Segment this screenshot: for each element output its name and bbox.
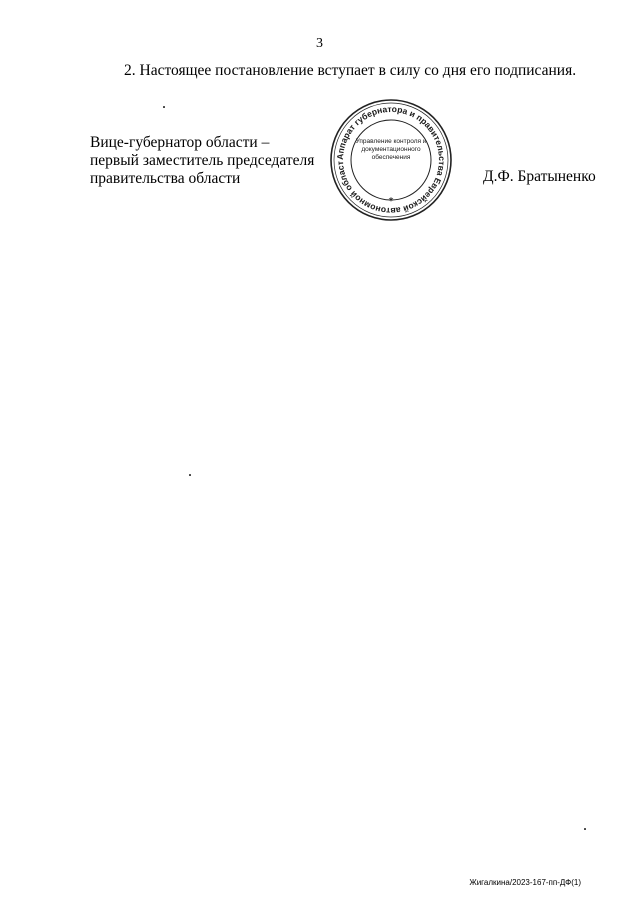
decree-paragraph: 2. Настоящее постановление вступает в силу со дня его подписания. [124, 62, 577, 79]
position-line-3: правительства области [90, 170, 241, 187]
seal-outer-text: Аппарат губернатора и правительства Еврейской автономной област [334, 103, 448, 217]
signer-name: Д.Ф. Братыненко [483, 168, 596, 185]
scan-speck [584, 828, 586, 830]
seal-inner-line-1: Управление контроля и [355, 138, 427, 145]
position-line-2: первый заместитель председателя [90, 152, 315, 169]
seal-inner-line-2: документационного [361, 146, 421, 153]
scan-speck [163, 106, 165, 108]
position-line-1: Вице-губернатор области – [90, 134, 270, 151]
seal-inner-line-3: обеспечения [371, 154, 411, 161]
scan-speck [189, 474, 191, 476]
seal-inner-text [350, 138, 432, 162]
document-footer-code: Жигалкина/2023-167-пп-ДФ(1) [469, 878, 581, 887]
page-number: 3 [316, 36, 323, 51]
official-seal [329, 98, 453, 222]
signatory-position [90, 134, 314, 188]
seal-star-icon: * [388, 196, 394, 207]
